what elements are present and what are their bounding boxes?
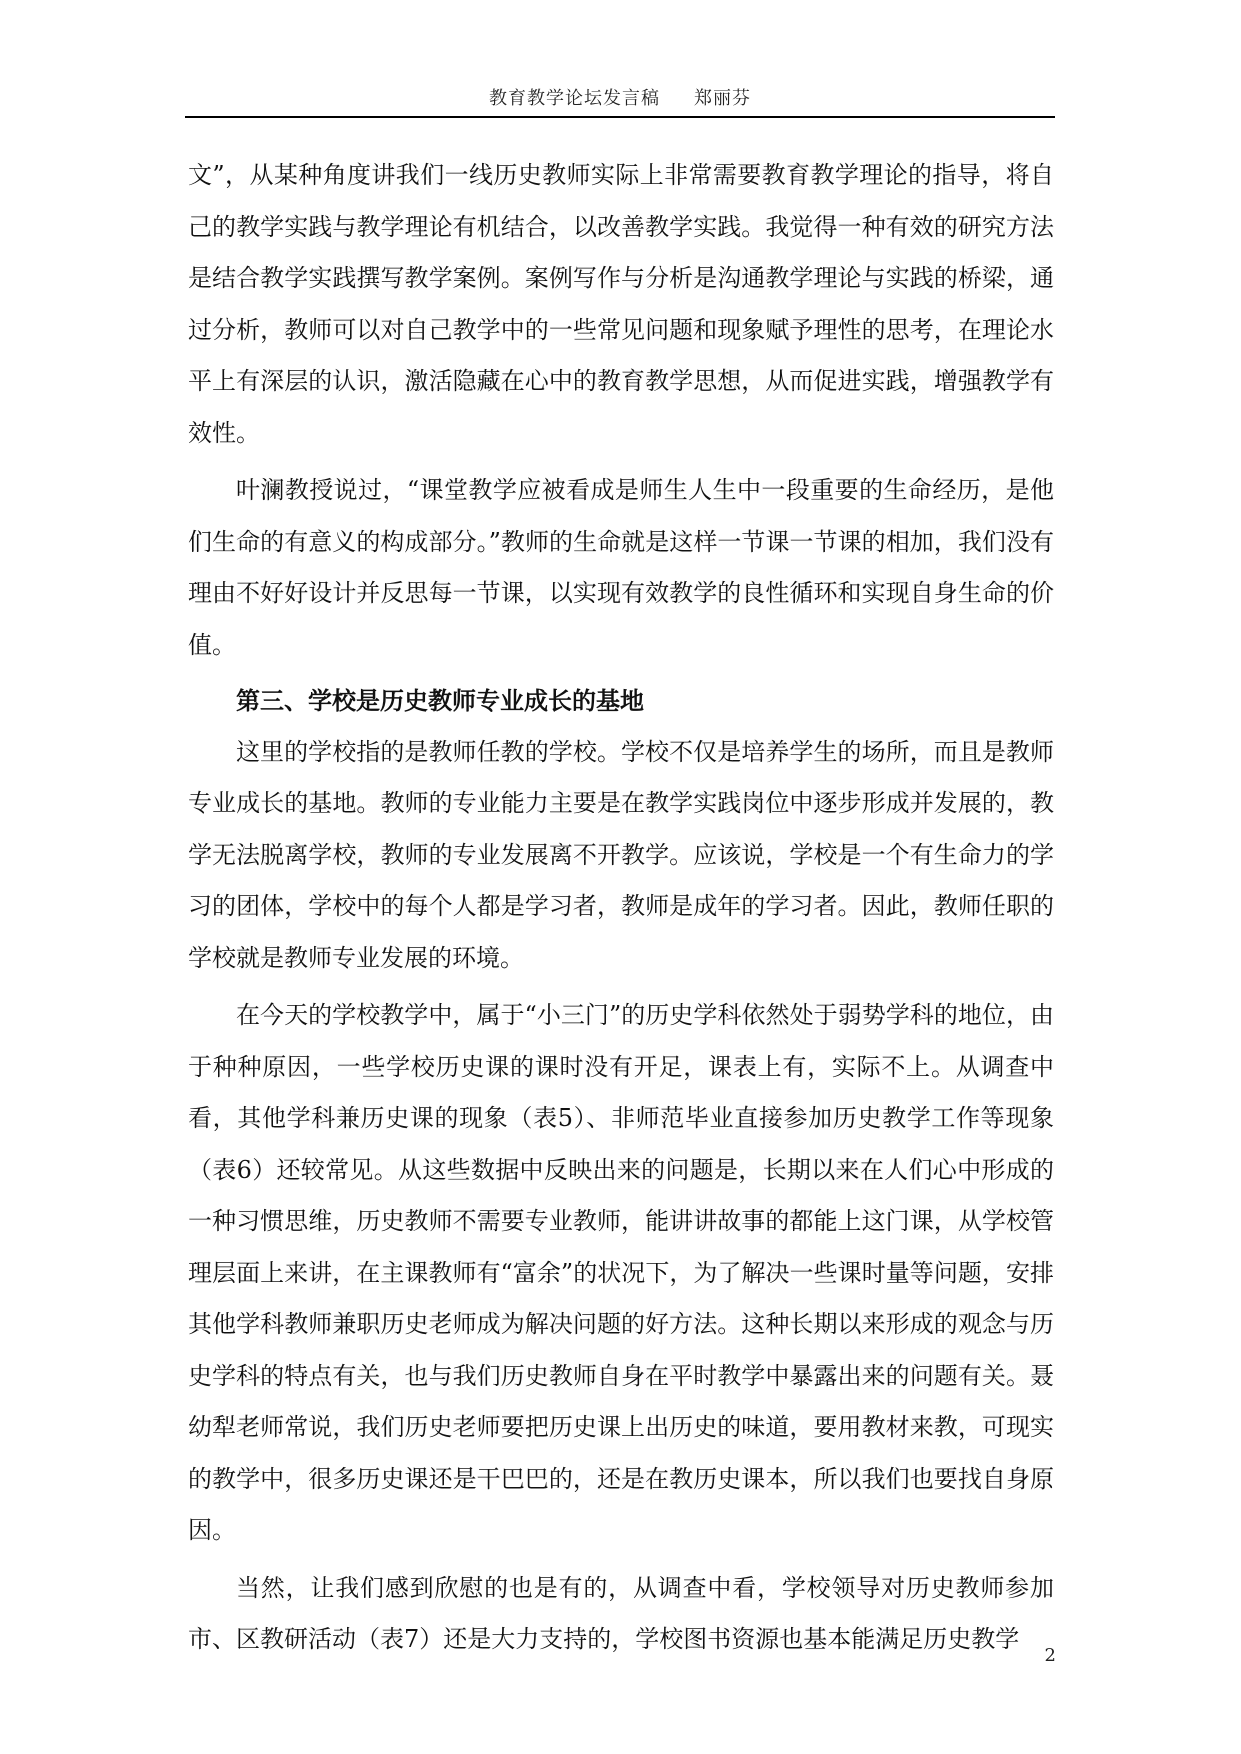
header-title: 教育教学论坛发言稿 [489,88,660,109]
paragraph: 在今天的学校教学中，属于“小三门”的历史学科依然处于弱势学科的地位，由于种种原因，一些学校历史课的课时没有开足，课表上有，实际不上。从调查中看，其他学科兼历史课的现象（表5）、非师范毕业直接参加历史教学工作等现象（表6）还较常见。从这些数据中反映出来的问题是，长期以来在人们心中形成的一种习惯思维，历史教师不需要专业教师，能讲讲故事的都能上这门课，从学校管理层面上来讲，在主课教师有“富余”的状况下，为了解决一些课时量等问题，安排其他学科教师兼职历史老师成为解决问题的好方法。这种长期以来形成的观念与历史学科的特点有关，也与我们历史教师自身在平时教学中暴露出来的问题有关。聂幼犁老师常说，我们历史老师要把历史课上出历史的味道，要用教材来教，可现实的教学中，很多历史课还是干巴巴的，还是在教历史课本，所以我们也要找自身原因。 [188,1001,1054,1544]
page-header [185,84,1055,110]
paragraph: 文”，从某种角度讲我们一线历史教师实际上非常需要教育教学理论的指导，将自己的教学实践与教学理论有机结合，以改善教学实践。我觉得一种有效的研究方法是结合教学实践撰写教学案例。案例写作与分析是沟通教学理论与实践的桥梁，通过分析，教师可以对自己教学中的一些常见问题和现象赋予理性的思考，在理论水平上有深层的认识，激活隐藏在心中的教育教学思想，从而促进实践，增强教学有效性。 [188,161,1054,447]
page-number: 2 [1044,1645,1056,1666]
paragraph: 叶澜教授说过，“课堂教学应被看成是师生人生中一段重要的生命经历，是他们生命的有意义的构成部分。”教师的生命就是这样一节课一节课的相加，我们没有理由不好好设计并反思每一节课，以实现有效教学的良性循环和实现自身生命的价值。 [188,476,1054,659]
header-rule [185,116,1055,118]
paragraph: 当然，让我们感到欣慰的也是有的，从调查中看，学校领导对历史教师参加市、区教研活动（表7）还是大力支持的，学校图书资源也基本能满足历史教学 [188,1573,1054,1653]
paragraph: 这里的学校指的是教师任教的学校。学校不仅是培养学生的场所，而且是教师专业成长的基地。教师的专业能力主要是在教学实践岗位中逐步形成并发展的，教学无法脱离学校，教师的专业发展离不开教学。应该说，学校是一个有生命力的学习的团体，学校中的每个人都是学习者，教师是成年的学习者。因此，教师任职的学校就是教师专业发展的环境。 [188,737,1054,972]
section-heading: 第三、学校是历史教师专业成长的基地 [236,686,644,715]
document-body [188,150,1054,1666]
header-author: 郑丽芬 [694,88,751,109]
